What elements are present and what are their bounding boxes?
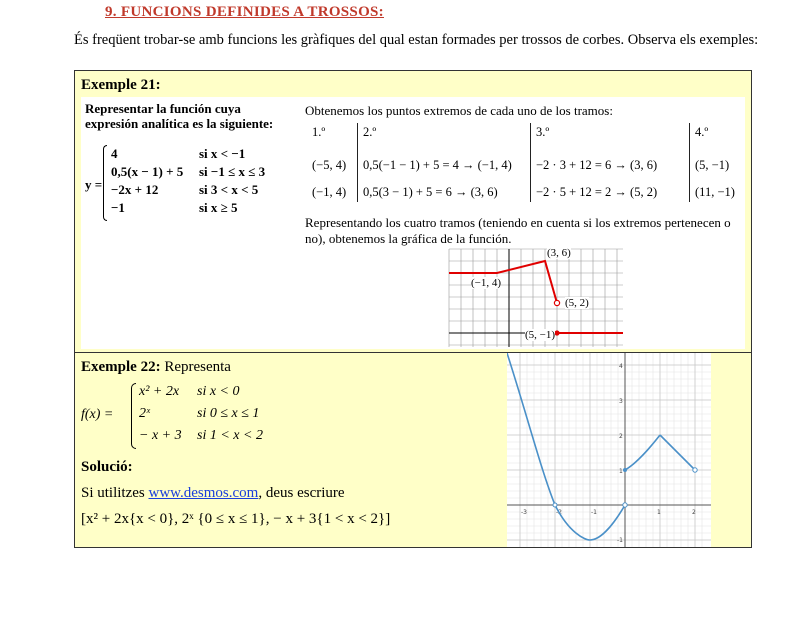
tramo-cell: (5, −1) (690, 156, 740, 175)
example-21-statement: Representar la función cuya expresión analítica es la siguiente: (85, 101, 274, 131)
piece-expr: 2ˣ (139, 406, 150, 421)
point-label: (−1, 4) (471, 277, 502, 289)
point-label: (5, 2) (565, 297, 589, 309)
piece-cond: si 0 ≤ x ≤ 1 (197, 406, 260, 421)
piece-cond: si 1 < x < 2 (197, 428, 263, 443)
piece-expr: −2x + 12 (111, 182, 159, 197)
tramo-cell: 0,5(−1 − 1) + 5 = 4 → (−1, 4) (358, 156, 531, 175)
tramo-header: 4.º (690, 123, 740, 142)
x-tick-label: -3 (521, 509, 527, 516)
x-tick-label: 2 (692, 509, 696, 516)
piece-expr: 0,5(x − 1) + 5 (111, 164, 184, 179)
tramo-cell: (−1, 4) (312, 185, 347, 199)
example-21-box (74, 70, 752, 354)
example-22-box (74, 352, 752, 548)
piece-expr: x² + 2x (139, 384, 180, 399)
example-21-scan (81, 97, 745, 349)
piece-expr: − x + 3 (139, 428, 182, 443)
piecewise-brace (103, 145, 107, 221)
piece-cond: si x < −1 (199, 146, 246, 161)
desmos-link[interactable]: www.desmos.com (148, 485, 259, 501)
example-21-label: Exemple 21: (81, 77, 161, 93)
example-22-label: Exemple 22: (81, 359, 161, 375)
intro-paragraph: És freqüent trobar-se amb funcions les gràfiques del qual estan formades per trossos de corbes. Observa els exemples: (74, 32, 759, 48)
piece-expr: 4 (111, 146, 118, 161)
example-22-graph (507, 353, 711, 547)
tramo-cell: 0,5(3 − 1) + 5 = 6 → (3, 6) (358, 183, 531, 202)
tramo-cell: −2 · 5 + 12 = 2 → (5, 2) (531, 183, 690, 202)
point-label: (5, −1) (525, 329, 556, 341)
piece-cond: si −1 ≤ x ≤ 3 (199, 164, 266, 179)
tramo-header: 3.º (531, 123, 690, 142)
y-tick-label: 2 (619, 433, 623, 440)
example-22-heading (81, 359, 231, 376)
tramo-cell: (11, −1) (690, 183, 740, 202)
solution-label: Solució: (81, 459, 133, 475)
y-tick-label: -1 (617, 537, 623, 544)
desmos-expression: [x² + 2x{x < 0}, 2ˣ {0 ≤ x ≤ 1}, − x + 3{1 < x < 2}] (81, 511, 391, 527)
y-tick-label: 1 (619, 468, 623, 475)
desmos-prefix: Si utilitzes (81, 485, 149, 501)
y-tick-label: 4 (619, 363, 623, 370)
piece-expr: −1 (111, 200, 125, 215)
y-tick-label: 3 (619, 398, 623, 405)
piece-cond: si 3 < x < 5 (199, 182, 259, 197)
y-equals: y = (85, 177, 103, 192)
desmos-suffix: , deus escriure (258, 485, 345, 501)
tramo-header: 1.º (312, 125, 326, 139)
piece-cond: si x < 0 (197, 384, 240, 399)
x-tick-label: -1 (591, 509, 597, 516)
piecewise-brace-22 (131, 383, 136, 449)
section-heading: 9. FUNCIONS DEFINIDES A TROSSOS: (105, 4, 384, 20)
obtain-text: Obtenemos los puntos extremos de cada uno de los tramos: (305, 103, 613, 118)
x-tick-label: -2 (556, 509, 562, 516)
fx-label: f(x) = (81, 407, 114, 422)
piece-cond: si x ≥ 5 (199, 200, 238, 215)
x-tick-label: 1 (657, 509, 661, 516)
piecewise-21 (111, 145, 301, 217)
piecewise-22 (139, 381, 263, 447)
tramos-table (307, 123, 740, 202)
tramo-cell: (−5, 4) (312, 158, 347, 172)
represent-text: Representa (164, 359, 231, 375)
tramo-header: 2.º (358, 123, 531, 142)
tramo-cell: −2 · 3 + 12 = 6 → (3, 6) (531, 156, 690, 175)
desmos-instruction (81, 485, 345, 502)
point-label: (3, 6) (547, 247, 571, 259)
conclusion-text: Representando los cuatro tramos (teniendo en cuenta si los extremos pertenecen o no), obtenemos la gráfica de la función. (305, 215, 731, 246)
